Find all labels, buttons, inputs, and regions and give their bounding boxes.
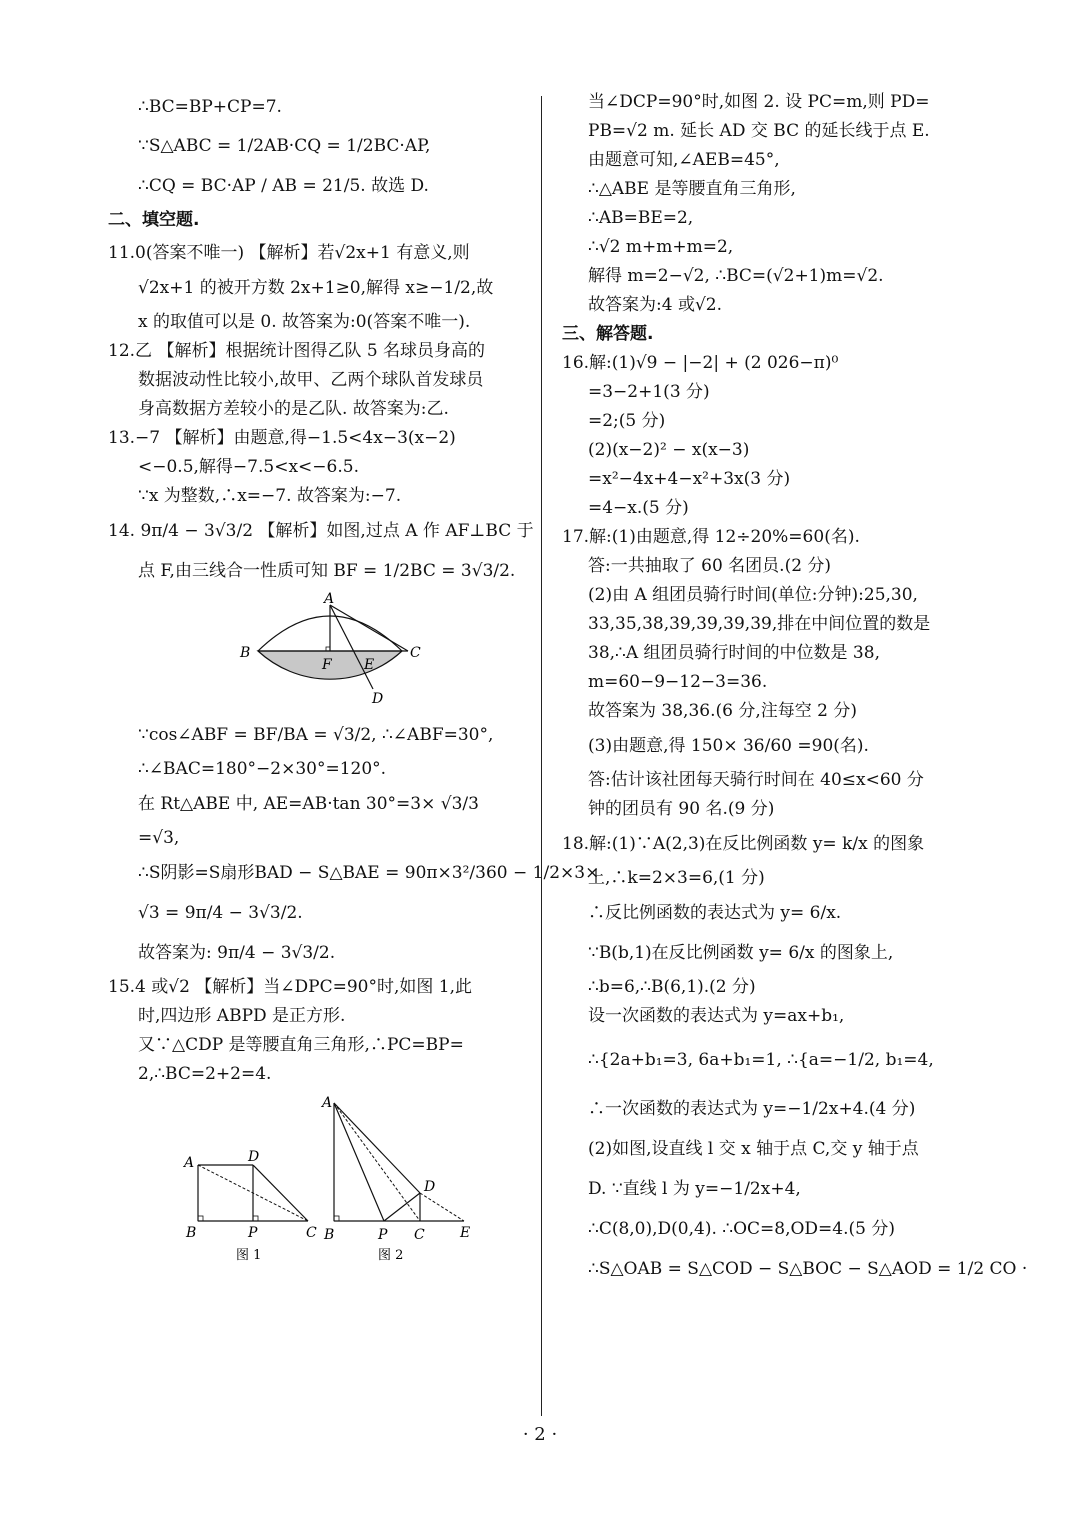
fig2-label-d: D [424, 1179, 436, 1195]
label-c: C [410, 645, 421, 661]
text-line: 故答案为:4 或√2. [588, 295, 722, 315]
right-column [562, 88, 1028, 1289]
label-d: D [372, 691, 384, 707]
figure-q14-drawing [108, 591, 528, 715]
text-line: ∵x 为整数,∴x=−7. 故答案为:−7. [138, 486, 402, 506]
text-line: √3 = 9π/4 − 3√3/2. [138, 903, 303, 923]
text-line: ∵S△ABC = 1/2AB·CQ = 1/2BC·AP, [138, 136, 431, 156]
text-line: 设一次函数的表达式为 y=ax+b₁, [588, 1006, 845, 1026]
text-line: =x²−4x+4−x²+3x(3 分) [588, 469, 791, 489]
text-line: ∴△ABE 是等腰直角三角形, [588, 179, 796, 199]
text-line: 18.解:(1)∵A(2,3)在反比例函数 y= k/x 的图象 [562, 834, 925, 854]
text-line: x 的取值可以是 0. 故答案为:0(答案不唯一). [138, 312, 471, 332]
text-line: ∴一次函数的表达式为 y=−1/2x+4.(4 分) [588, 1099, 916, 1119]
text-line: D. ∵直线 l 为 y=−1/2x+4, [588, 1179, 801, 1199]
text-line: ∴BC=BP+CP=7. [138, 97, 282, 117]
text-line: 又∵△CDP 是等腰直角三角形,∴PC=BP= [138, 1035, 464, 1055]
fig2-label-a: A [322, 1095, 333, 1111]
text-line: ∴S△OAB = S△COD − S△BOC − S△AOD = 1/2 CO · [588, 1259, 1028, 1279]
fig2-label-p: P [378, 1227, 388, 1243]
text-line: 当∠DCP=90°时,如图 2. 设 PC=m,则 PD= [588, 92, 930, 112]
text-line: PB=√2 m. 延长 AD 交 BC 的延长线于点 E. [588, 121, 930, 141]
text-line: 11.0(答案不唯一) 【解析】若√2x+1 有意义,则 [108, 243, 470, 263]
text-line: (2)(x−2)² − x(x−3) [588, 440, 750, 460]
text-line: ∴反比例函数的表达式为 y= 6/x. [588, 903, 842, 923]
text-line: 15.4 或√2 【解析】当∠DPC=90°时,如图 1,此 [108, 977, 473, 997]
fig2-label-e: E [460, 1225, 471, 1241]
text-line: ∴C(8,0),D(0,4). ∴OC=8,OD=4.(5 分) [588, 1219, 896, 1239]
section-heading: 三、解答题. [562, 324, 654, 344]
figure-q15 [108, 1089, 528, 1269]
text-line: 17.解:(1)由题意,得 12÷20%=60(名). [562, 527, 860, 547]
label-f: F [322, 657, 332, 673]
text-line: 身高数据方差较小的是乙队. 故答案为:乙. [138, 399, 449, 419]
label-a: A [324, 591, 335, 607]
text-line: ∴√2 m+m+m=2, [588, 237, 734, 257]
text-line: =√3, [138, 828, 180, 848]
fig2-label-b: B [324, 1227, 335, 1243]
text-line: <−0.5,解得−7.5<x<−6.5. [138, 457, 359, 477]
text-line: ∴{2a+b₁=3, 6a+b₁=1, ∴{a=−1/2, b₁=4, [588, 1050, 934, 1070]
figure-q14 [108, 591, 528, 715]
text-line: 由题意可知,∠AEB=45°, [588, 150, 780, 170]
text-line: 14. 9π/4 − 3√3/2 【解析】如图,过点 A 作 AF⊥BC 于 [108, 521, 534, 541]
text-line: 时,四边形 ABPD 是正方形. [138, 1006, 346, 1026]
text-line: ∴b=6,∴B(6,1).(2 分) [588, 977, 756, 997]
fig1-label-d: D [248, 1149, 260, 1165]
text-line: 答:一共抽取了 60 名团员.(2 分) [588, 556, 832, 576]
text-line: ∵B(b,1)在反比例函数 y= 6/x 的图象上, [588, 943, 894, 963]
column-divider [541, 96, 542, 1416]
text-line: 33,35,38,39,39,39,39,排在中间位置的数是 [588, 614, 931, 634]
text-line: 12.乙 【解析】根据统计图得乙队 5 名球员身高的 [108, 341, 486, 361]
text-line: 2,∴BC=2+2=4. [138, 1064, 272, 1084]
text-line: √2x+1 的被开方数 2x+1≥0,解得 x≥−1/2,故 [138, 278, 494, 298]
fig1-label-p: P [248, 1225, 258, 1241]
fig1-label-a: A [184, 1155, 195, 1171]
left-column [108, 88, 600, 1269]
text-line: =4−x.(5 分) [588, 498, 689, 518]
text-line: 上,∴k=2×3=6,(1 分) [588, 868, 765, 888]
page-number: · 2 · [522, 1424, 558, 1445]
fig2-label-c: C [414, 1227, 425, 1243]
figure-q15-drawing [108, 1089, 528, 1269]
text-line: 解得 m=2−√2, ∴BC=(√2+1)m=√2. [588, 266, 884, 286]
text-line: =3−2+1(3 分) [588, 382, 710, 402]
text-line: ∴AB=BE=2, [588, 208, 694, 228]
fig1-label-b: B [186, 1225, 197, 1241]
text-line: 16.解:(1)√9 − |−2| + (2 026−π)⁰ [562, 353, 839, 373]
text-line: ∴S阴影=S扇形BAD − S△BAE = 90π×3²/360 − 1/2×3× [138, 863, 600, 883]
text-line: (2)如图,设直线 l 交 x 轴于点 C,交 y 轴于点 [588, 1139, 919, 1159]
figure1-caption: 图 1 [236, 1248, 262, 1263]
text-line: (2)由 A 组团员骑行时间(单位:分钟):25,30, [588, 585, 918, 605]
label-e: E [364, 657, 375, 673]
text-line: 故答案为 38,36.(6 分,注每空 2 分) [588, 701, 857, 721]
text-line: 38,∴A 组团员骑行时间的中位数是 38, [588, 643, 880, 663]
text-line: ∵cos∠ABF = BF/BA = √3/2, ∴∠ABF=30°, [138, 725, 494, 745]
text-line: 在 Rt△ABE 中, AE=AB·tan 30°=3× √3/3 [138, 794, 479, 814]
text-line: 13.−7 【解析】由题意,得−1.5<4x−3(x−2) [108, 428, 456, 448]
text-line: 数据波动性比较小,故甲、乙两个球队首发球员 [138, 370, 484, 390]
text-line: ∴∠BAC=180°−2×30°=120°. [138, 759, 387, 779]
text-line: =2;(5 分) [588, 411, 666, 431]
text-line: 点 F,由三线合一性质可知 BF = 1/2BC = 3√3/2. [138, 561, 516, 581]
text-line: 钟的团员有 90 名.(9 分) [588, 799, 775, 819]
section-heading: 二、填空题. [108, 210, 200, 230]
text-line: m=60−9−12−3=36. [588, 672, 768, 692]
text-line: (3)由题意,得 150× 36/60 =90(名). [588, 736, 869, 756]
fig1-label-c: C [306, 1225, 317, 1241]
label-b: B [240, 645, 251, 661]
text-line: 故答案为: 9π/4 − 3√3/2. [138, 943, 336, 963]
text-line: 答:估计该社团每天骑行时间在 40≤x<60 分 [588, 770, 924, 790]
figure2-caption: 图 2 [378, 1248, 404, 1263]
text-line: ∴CQ = BC·AP / AB = 21/5. 故选 D. [138, 176, 429, 196]
